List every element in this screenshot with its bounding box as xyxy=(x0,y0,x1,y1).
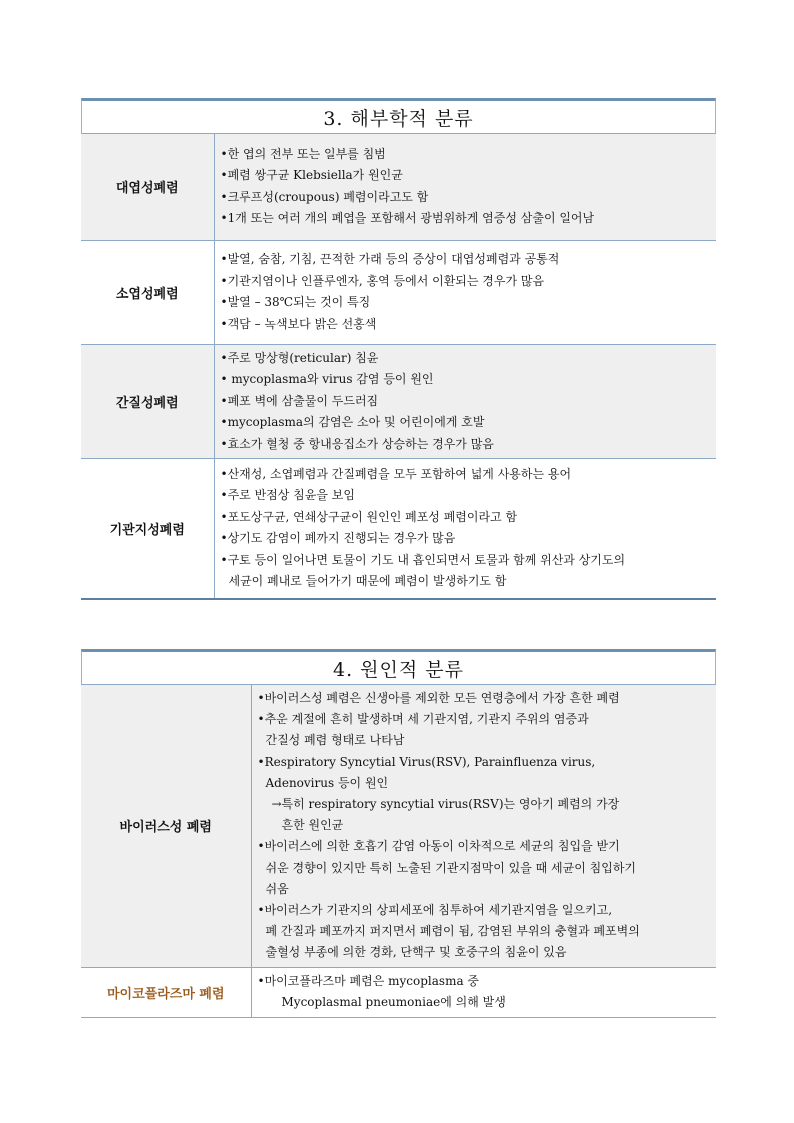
table-row xyxy=(81,967,716,1017)
row-content: •산재성, 소엽폐렴과 간질폐렴을 모두 포함하여 넓게 사용하는 용어 •주로 반점상 침윤을 보임 •포도상구균, 연쇄상구균이 원인인 폐포성 폐렴이라고 함 •상기도 감염이 폐까지 진행되는 경우가 많음 •구토 등이 일어나면 토물이 기도 내 흡인되면서 토물과 함께 위산과 상기도의 세균이 폐내로 들어가기 때문에 폐렴이 발생하기도 함 xyxy=(214,459,716,599)
table-row xyxy=(81,459,716,599)
table-row xyxy=(81,240,716,344)
row-label: 간질성폐렴 xyxy=(81,344,214,459)
row-label: 바이러스성 폐렴 xyxy=(81,685,251,967)
row-label: 마이코플라즈마 폐렴 xyxy=(81,967,251,1017)
row-label: 기관지성폐렴 xyxy=(81,459,214,599)
row-content: •마이코플라즈마 폐렴은 mycoplasma 중 Mycoplasmal pneumoniae에 의해 발생 xyxy=(251,967,716,1017)
row-content: •주로 망상형(reticular) 침윤 • mycoplasma와 virus 감염 등이 원인 •폐포 벽에 삼출물이 두드러짐 •mycoplasma의 감염은 소아 및 어린이에게 호발 •효소가 혈청 중 항내응집소가 상승하는 경우가 많음 xyxy=(214,344,716,459)
table-row xyxy=(81,134,716,240)
row-content: •한 엽의 전부 또는 일부를 침범 •폐렴 쌍구균 Klebsiella가 원인균 •크루프성(croupous) 폐렴이라고도 함 •1개 또는 여러 개의 폐엽을 포함해서 광범위하게 염증성 삼출이 일어남 xyxy=(214,134,716,240)
row-label: 대엽성폐렴 xyxy=(81,134,214,240)
table-row xyxy=(81,685,716,967)
anatomical-table xyxy=(81,134,716,600)
section-title: 4. 원인적 분류 xyxy=(81,649,716,685)
row-content: •발열, 숨참, 기침, 끈적한 가래 등의 증상이 대엽성폐렴과 공통적 •기관지염이나 인플루엔자, 홍역 등에서 이환되는 경우가 많음 •발열 – 38℃되는 것이 특징 •객담 – 녹색보다 밝은 선홍색 xyxy=(214,240,716,344)
section-causal xyxy=(81,649,716,1018)
row-content: •바이러스성 폐렴은 신생아를 제외한 모든 연령층에서 가장 흔한 폐렴 •추운 계절에 흔히 발생하며 세 기관지염, 기관지 주위의 염증과 간질성 폐렴 형태로 나타남 •Respiratory Syncytial Virus(RSV), Parainfluenza virus, Adenovirus 등이 원인 →특히 respiratory syncytial virus(RSV)는 영아기 폐렴의 가장 흔한 원인균 •바이러스에 의한 호흡기 감염 아동이 이차적으로 세균의 침입을 받기 쉬운 경향이 있지만 특히 노출된 기관지점막이 있을 때 세균이 침입하기 쉬움 •바이러스가 기관지의 상피세포에 침투하여 세기관지염을 일으키고, 폐 간질과 폐포까지 퍼지면서 폐렴이 됨, 감염된 부위의 충혈과 폐포벽의 출혈성 부종에 의한 경화, 단핵구 및 호중구의 침윤이 있음 xyxy=(251,685,716,967)
table-row xyxy=(81,344,716,459)
section-title: 3. 해부학적 분류 xyxy=(81,98,716,134)
section-anatomical xyxy=(81,98,716,600)
row-label: 소엽성폐렴 xyxy=(81,240,214,344)
causal-table xyxy=(81,685,716,1018)
